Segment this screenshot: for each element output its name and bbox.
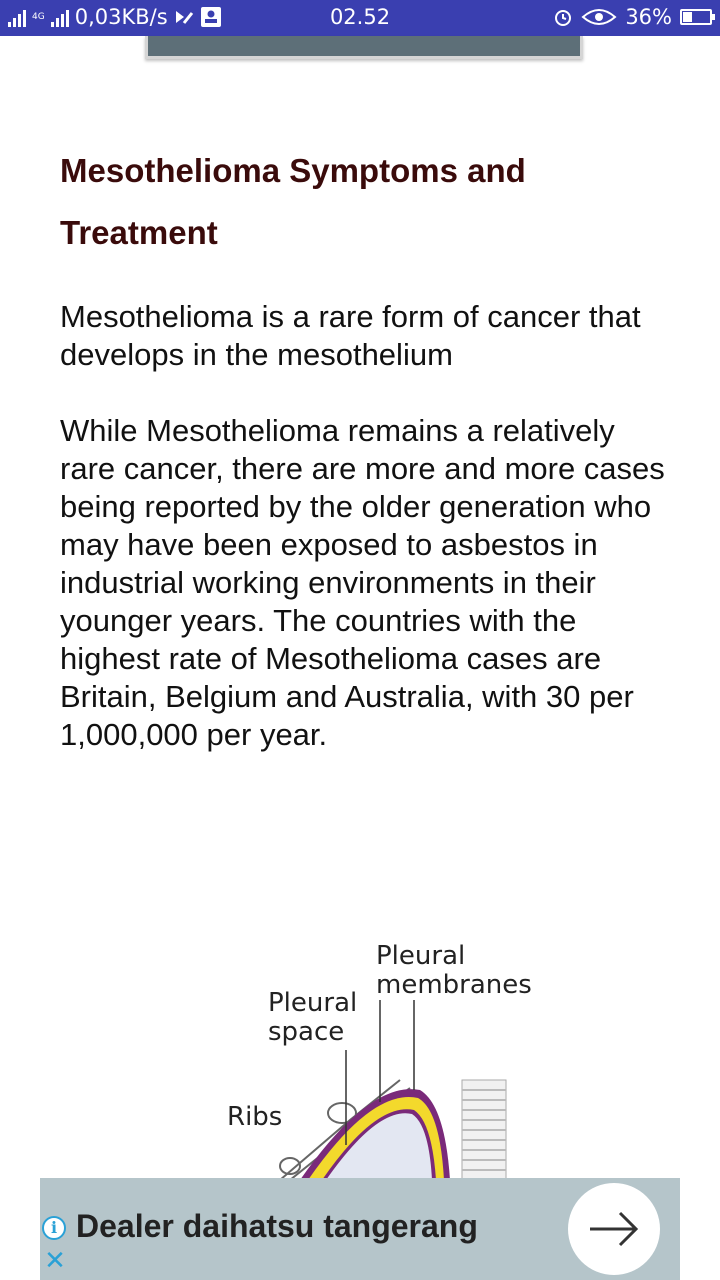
eye-icon <box>581 7 617 27</box>
battery-fill <box>683 12 692 22</box>
battery-icon <box>680 9 712 25</box>
spine-icon <box>462 1080 506 1180</box>
info-icon[interactable]: i <box>42 1216 66 1240</box>
article-paragraph: Mesothelioma is a rare form of cancer that develops in the mesothelium <box>60 299 641 372</box>
network-speed: 0,03KB/s <box>74 5 168 29</box>
ad-banner[interactable] <box>40 1178 680 1280</box>
clock: 02.52 <box>329 5 391 29</box>
ad-title[interactable]: Dealer daihatsu tangerang <box>76 1208 478 1244</box>
alarm-icon <box>553 7 573 27</box>
label-pleural-space: Pleural space <box>268 988 358 1047</box>
network-type-badge: 4G <box>32 11 45 22</box>
article-top-image <box>145 36 583 59</box>
pleura-diagram <box>200 930 560 1180</box>
article <box>60 140 670 754</box>
article-paragraph: While Mesothelioma remains a relatively rare cancer, there are more and more cases being reported by the older generation who may have been exposed to asbestos in industrial working environments in their younger years. The countries with the highest rate of Mesothelioma cases are Britain, Belgium and Australia, with 30 per 1,000,000 per year. <box>60 413 665 752</box>
status-right <box>553 5 712 29</box>
label-ribs: Ribs <box>227 1102 283 1132</box>
close-icon[interactable]: ✕ <box>44 1246 66 1276</box>
label-pleural-membranes: Pleural membranes <box>376 941 532 1000</box>
arrow-right-icon <box>568 1183 660 1275</box>
battery-percent: 36% <box>625 5 672 29</box>
ad-open-button[interactable] <box>568 1183 660 1275</box>
status-bar <box>0 0 720 36</box>
article-title: Mesothelioma Symptoms and Treatment <box>60 152 526 251</box>
